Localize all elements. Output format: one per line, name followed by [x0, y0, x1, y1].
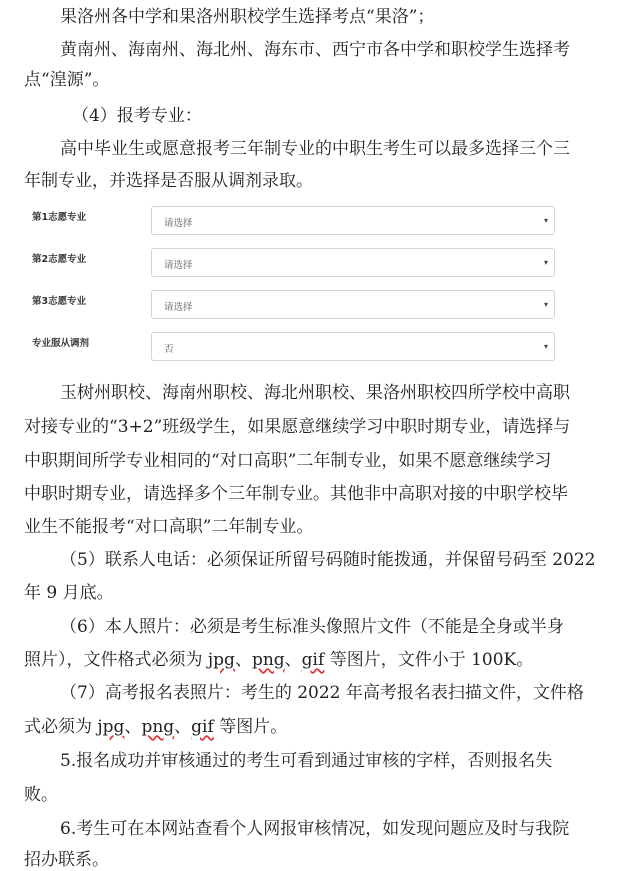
separator: 、 — [284, 650, 302, 670]
choice-2-select[interactable] — [151, 248, 555, 277]
form-row-choice-2 — [0, 245, 640, 285]
format-jpg: jpg — [97, 717, 125, 737]
format-png: png — [251, 650, 285, 670]
select-value: 请选择 — [164, 218, 193, 229]
paragraph-3plus2-line2: 对接专业的“3+2”班级学生，如果愿意继续学习中职时期专业，请选择与 — [24, 417, 571, 437]
separator: 、 — [124, 717, 142, 737]
paragraph-form-photo-line1: （7）高考报名表照片：考生的 2022 年高考报名表扫描文件，文件格 — [60, 683, 584, 703]
paragraph-exam-site-huangyuan-line2: 点“湟源”。 — [24, 70, 110, 90]
paragraph-review-line1: 5.报名成功并审核通过的考生可看到通过审核的字样，否则报名失 — [60, 751, 553, 771]
choice-1-select[interactable] — [151, 206, 555, 235]
chevron-down-icon: ▾ — [543, 258, 548, 267]
choice-3-select[interactable] — [151, 290, 555, 319]
text-segment: 等图片。 — [213, 717, 288, 737]
paragraph-3plus2-line4: 中职时期专业，请选择多个三年制专业。其他非中高职对接的中职学校毕 — [24, 484, 568, 504]
select-value: 请选择 — [164, 302, 193, 313]
chevron-down-icon: ▾ — [543, 342, 548, 351]
paragraph-3plus2-line1: 玉树州职校、海南州职校、海北州职校、果洛州职校四所学校中高职 — [60, 383, 570, 403]
paragraph-3plus2-line5: 业生不能报考“对口高职”二年制专业。 — [24, 517, 314, 537]
format-png: png — [141, 717, 175, 737]
adjust-select[interactable] — [151, 332, 555, 361]
paragraph-major-line1: 高中毕业生或愿意报考三年制专业的中职生考生可以最多选择三个三 — [60, 139, 570, 159]
paragraph-exam-site-guoluo: 果洛州各中学和果洛州职校学生选择考点“果洛”； — [60, 7, 435, 27]
chevron-down-icon: ▾ — [543, 216, 548, 225]
paragraph-3plus2-line3: 中职期间所学专业相同的“对口高职”二年制专业，如果不愿意继续学习 — [24, 451, 552, 471]
text-segment: 照片），文件格式必须为 — [24, 650, 208, 670]
separator: 、 — [174, 717, 192, 737]
paragraph-check-line2: 招办联系。 — [24, 850, 109, 870]
paragraph-photo-line2 — [24, 649, 533, 671]
paragraph-exam-site-huangyuan-line1: 黄南州、海南州、海北州、海东市、西宁市各中学和职校学生选择考 — [60, 40, 570, 60]
form-row-choice-3 — [0, 287, 640, 327]
paragraph-check-line1: 6.考生可在本网站查看个人网报审核情况，如发现问题应及时与我院 — [60, 819, 570, 839]
text-segment: 式必须为 — [24, 717, 98, 737]
chevron-down-icon: ▾ — [543, 300, 548, 309]
form-label: 专业服从调剂 — [32, 338, 90, 349]
separator: 、 — [234, 650, 252, 670]
paragraph-phone-line2: 年 9 月底。 — [24, 583, 114, 603]
select-value: 否 — [164, 344, 174, 355]
paragraph-major-line2: 年制专业，并选择是否服从调剂录取。 — [24, 171, 313, 191]
form-row-choice-1 — [0, 203, 640, 243]
form-label: 第1志愿专业 — [32, 212, 87, 223]
paragraph-phone-line1: （5）联系人电话：必须保证所留号码随时能拨通，并保留号码至 2022 — [60, 550, 596, 570]
paragraph-photo-line1: （6）本人照片：必须是考生标准头像照片文件（不能是全身或半身 — [60, 617, 564, 637]
form-row-adjust — [0, 329, 640, 369]
paragraph-form-photo-line2 — [24, 716, 287, 738]
text-segment: 等图片，文件小于 100K。 — [324, 650, 534, 670]
section-heading-major: （4）报考专业： — [72, 106, 202, 126]
form-label: 第2志愿专业 — [32, 254, 87, 265]
form-label: 第3志愿专业 — [32, 296, 87, 307]
format-gif: gif — [191, 717, 214, 737]
select-value: 请选择 — [164, 260, 193, 271]
format-gif: gif — [301, 650, 325, 670]
paragraph-review-line2: 败。 — [24, 785, 58, 805]
format-jpg: jpg — [207, 650, 235, 670]
